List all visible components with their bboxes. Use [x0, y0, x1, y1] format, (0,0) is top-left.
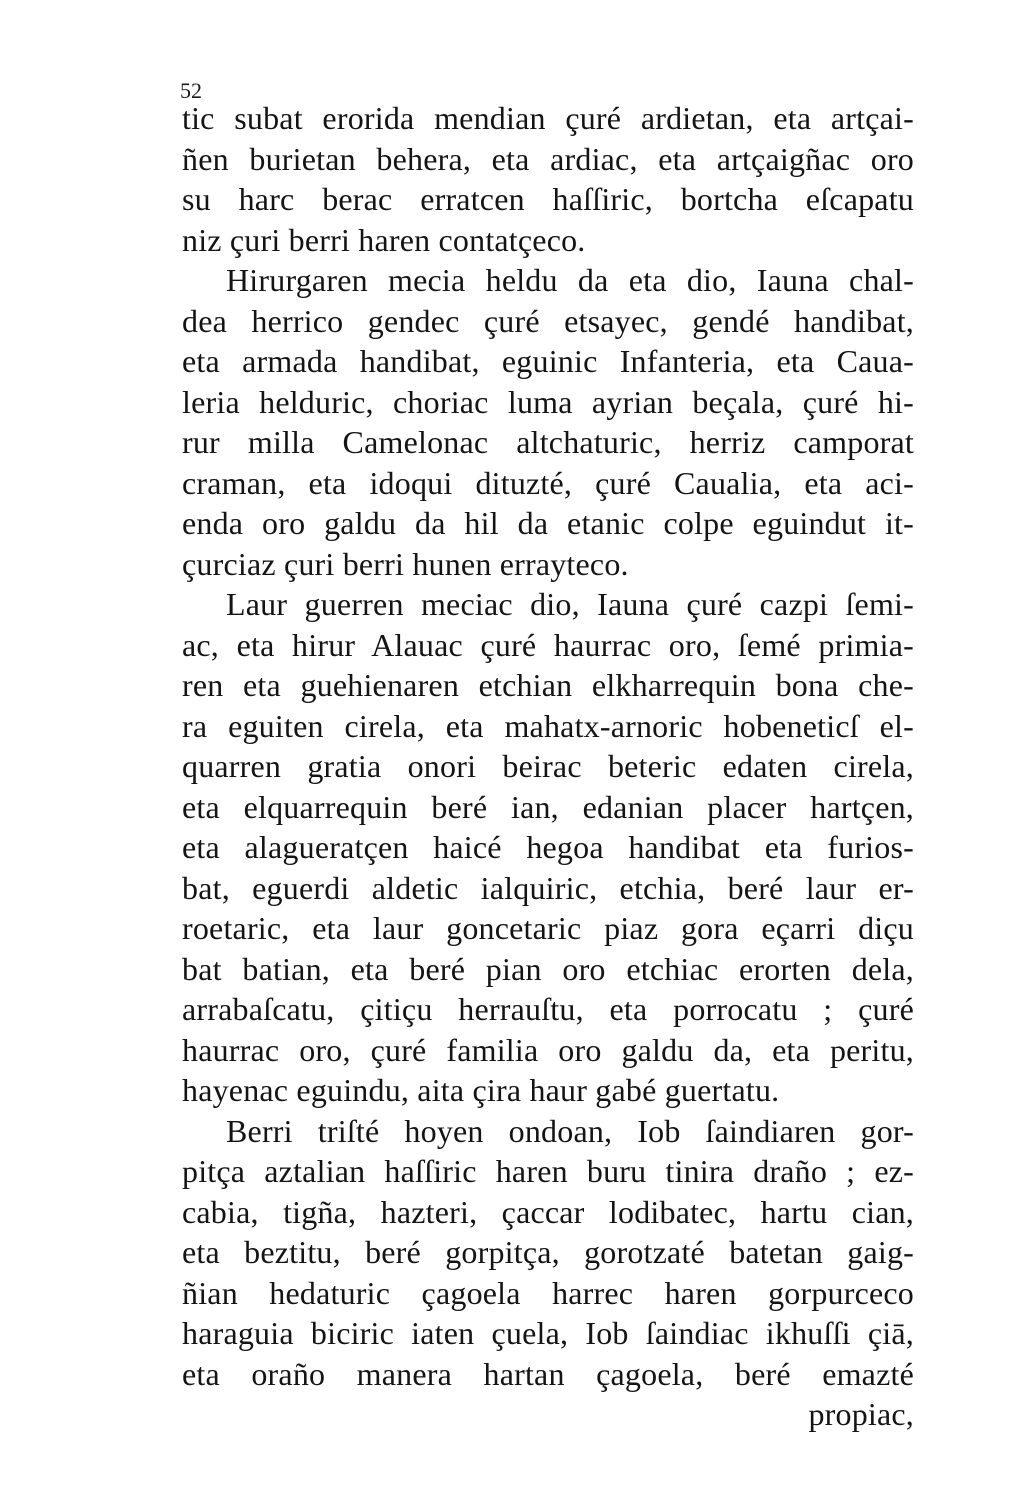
text-line: haurrac oro, çuré familia oro galdu da, eta peritu, — [182, 1031, 914, 1068]
text-line: su harc berac erratcen haſſiric, bortcha eſcapatu — [182, 181, 914, 217]
body-text — [182, 98, 914, 1435]
text-line: tic subat erorida mendian çuré ardietan, eta artçai- — [182, 100, 914, 136]
text-line: eta beztitu, beré gorpitça, gorotzaté batetan gaig- — [182, 1234, 914, 1270]
text-line: bat batian, eta beré pian oro etchiac erorten dela, — [182, 950, 914, 987]
text-line: Hirurgaren mecia heldu da eta dio, Iauna chal- — [226, 262, 914, 298]
catchword: propiac, — [808, 1396, 914, 1432]
text-line: enda oro galdu da hil da etanic colpe eguindut it- — [182, 505, 914, 541]
text-line: cabia, tigña, hazteri, çaccar lodibatec, hartu cian, — [182, 1193, 914, 1230]
text-line: quarren gratia onori beirac beteric edaten cirela, — [182, 748, 914, 784]
text-line: ren eta guehienaren etchian elkharrequin bona che- — [182, 667, 914, 703]
text-line: eta oraño manera hartan çagoela, beré emazté — [182, 1355, 914, 1392]
text-line: roetaric, eta laur goncetaric piaz gora eçarri diçu — [182, 910, 914, 946]
text-line: dea herrico gendec çuré etsayec, gendé handibat, — [182, 302, 914, 339]
text-line: Berri triſté hoyen ondoan, Iob ſaindiaren gor- — [226, 1112, 914, 1149]
text-line: ñian hedaturic çagoela harrec haren gorpurceco — [182, 1274, 914, 1311]
text-line: eta armada handibat, eguinic Infanteria, eta Caua- — [182, 343, 914, 379]
text-line: craman, eta idoqui dituzté, çuré Caualia, eta aci- — [182, 464, 914, 501]
text-line: arrabaſcatu, çitiçu herrauſtu, eta porrocatu ; çuré — [182, 991, 914, 1027]
text-line: rur milla Camelonac altchaturic, herriz camporat — [182, 424, 914, 460]
text-line: eta alagueratçen haicé hegoa handibat eta furios- — [182, 829, 914, 865]
text-line: hayenac eguindu, aita çira haur gabé guertatu. — [182, 1072, 780, 1108]
text-line: leria helduric, choriac luma ayrian beçala, çuré hi- — [182, 383, 914, 420]
page-number: 52 — [180, 78, 202, 103]
text-line: pitça aztalian haſſiric haren buru tinira draño ; ez- — [182, 1153, 914, 1189]
text-line: eta elquarrequin beré ian, edanian placer hartçen, — [182, 788, 914, 825]
text-line: niz çuri berri haren contatçeco. — [182, 221, 586, 258]
text-line: bat, eguerdi aldetic ialquiric, etchia, beré laur er- — [182, 869, 914, 906]
text-line: Laur guerren meciac dio, Iauna çuré cazpi ſemi- — [226, 586, 914, 622]
text-line: çurciaz çuri berri hunen errayteco. — [182, 545, 629, 582]
text-line: ñen burietan behera, eta ardiac, eta artçaigñac oro — [182, 140, 914, 177]
text-line: haraguia biciric iaten çuela, Iob ſaindiac ikhuſſi çiā, — [182, 1315, 914, 1351]
text-line: ra eguiten cirela, eta mahatx-arnoric hobeneticſ el- — [182, 707, 914, 744]
text-line: ac, eta hirur Alauac çuré haurrac oro, ſemé primia- — [182, 626, 914, 663]
